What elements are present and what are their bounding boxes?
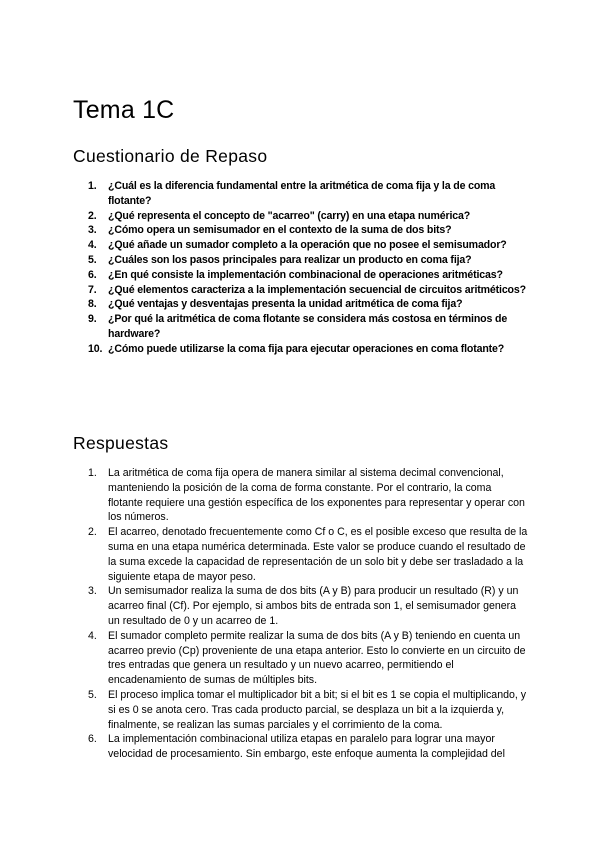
list-item: [0, 283, 530, 298]
question-text: ¿Qué elementos caracteriza a la implementación secuencial de circuitos aritméticos?: [108, 283, 526, 296]
question-text: ¿Cuáles son los pasos principales para realizar un producto en coma fija?: [108, 253, 472, 266]
list-item: [0, 209, 530, 224]
list-item: [0, 466, 528, 525]
question-text: ¿En qué consiste la implementación combinacional de operaciones aritméticas?: [108, 268, 503, 281]
list-number: 3.: [88, 585, 97, 598]
answer-text: El proceso implica tomar el multiplicador bit a bit; si el bit es 1 se copia el multiplicando, y si es 0 se anota cero. Tras cada producto parcial, se desplaza un bit a la izquierda y, finalmente, se realizan las sumas parciales y el corrimiento de la coma.: [108, 688, 527, 731]
list-number: 2.: [88, 209, 97, 222]
list-number: 5.: [88, 253, 97, 266]
list-number: 1.: [88, 467, 97, 479]
list-item: [0, 179, 530, 209]
list-item: [0, 268, 530, 283]
question-text: ¿Por qué la aritmética de coma flotante se considera más costosa en términos de hardware?: [108, 313, 508, 340]
list-number: 4.: [88, 629, 97, 642]
question-text: ¿Qué ventajas y desventajas presenta la unidad aritmética de coma fija?: [108, 298, 463, 311]
answer-text: La aritmética de coma fija opera de manera similar al sistema decimal convencional, manteniendo la posición de la coma de forma constante. Por el contrario, la coma flotante requiere una gestión específica de los exponentes para representar y operar con los números.: [108, 467, 525, 524]
list-item: [0, 223, 530, 238]
answers-heading: Respuestas: [73, 433, 169, 453]
answer-text: El sumador completo permite realizar la suma de dos bits (A y B) teniendo en cuenta un acarreo previo (Cp) proveniente de una etapa anterior. Esto lo convierte en un circuito de tres entradas que genera un resultado y un nuevo acarreo, permitiendo el encadenamiento de sumas de múltiples bits.: [108, 629, 526, 687]
list-number: 7.: [88, 283, 97, 296]
list-item: [0, 688, 528, 732]
list-number: 10.: [88, 342, 103, 355]
list-number: 2.: [88, 526, 97, 539]
list-item: [0, 297, 530, 312]
list-number: 1.: [88, 180, 97, 192]
list-item: [0, 238, 530, 253]
list-number: 3.: [88, 224, 97, 237]
list-item: [0, 584, 528, 628]
document-title: Tema 1C: [73, 96, 175, 124]
quiz-heading: Cuestionario de Repaso: [73, 146, 268, 166]
answer-text: La implementación combinacional utiliza etapas en paralelo para lograr una mayor velocidad de procesamiento. Sin embargo, este enfoque aumenta la complejidad del: [108, 733, 505, 761]
list-number: 6.: [88, 268, 97, 281]
list-item: [0, 629, 528, 688]
list-item: [0, 342, 530, 357]
question-text: ¿Qué representa el concepto de "acarreo" (carry) en una etapa numérica?: [108, 209, 471, 222]
answer-text: El acarreo, denotado frecuentemente como Cf o C, es el posible exceso que resulta de la suma en una etapa numérica determinada. Este valor se produce cuando el resultado de la suma excede la capacidad de representación de un solo bit y debe ser trasladado a la siguiente etapa de mayor peso.: [108, 526, 528, 583]
list-item: [0, 732, 528, 762]
list-number: 9.: [88, 313, 97, 326]
list-item: [0, 525, 528, 584]
list-item: [0, 253, 530, 268]
answer-text: Un semisumador realiza la suma de dos bits (A y B) para producir un resultado (R) y un acarreo final (Cf). Por ejemplo, si ambos bits de entrada son 1, el semisumador genera un resultado de 0 y un acarreo de 1.: [108, 585, 519, 627]
question-text: ¿Qué añade un sumador completo a la operación que no posee el semisumador?: [108, 239, 507, 252]
list-number: 4.: [88, 239, 97, 252]
list-number: 6.: [88, 733, 97, 746]
list-item: [0, 312, 530, 342]
question-text: ¿Cuál es la diferencia fundamental entre la aritmética de coma fija y la de coma flotante?: [108, 180, 496, 207]
answer-list: [0, 466, 528, 762]
question-text: ¿Cómo opera un semisumador en el contexto de la suma de dos bits?: [108, 224, 452, 237]
list-number: 5.: [88, 688, 97, 701]
quiz-question-list: [0, 179, 530, 357]
list-number: 8.: [88, 298, 97, 311]
question-text: ¿Cómo puede utilizarse la coma fija para ejecutar operaciones en coma flotante?: [108, 342, 505, 355]
